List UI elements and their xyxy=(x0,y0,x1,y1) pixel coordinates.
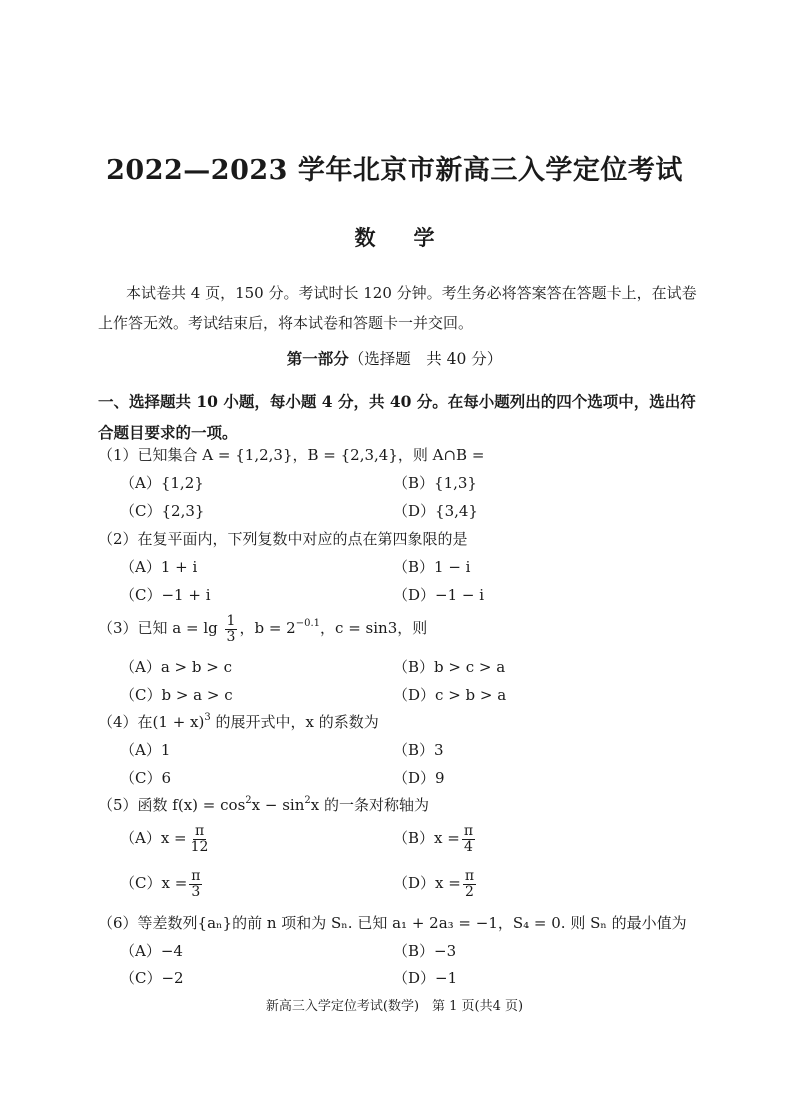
q2-option-d: （D）−1 − i xyxy=(393,586,485,604)
q5-option-d-denominator: 2 xyxy=(464,883,474,900)
q5-option-c xyxy=(120,869,204,899)
q3-option-a: （A）a > b > c xyxy=(120,658,232,676)
q6-option-c: （C）−2 xyxy=(120,969,184,987)
q5-stem-part-c: x 的一条对称轴为 xyxy=(310,796,429,814)
q5-option-c-label: （C）x = xyxy=(120,874,188,893)
q3-fraction xyxy=(225,614,238,644)
q3-stem-part-b: ，b = 2 xyxy=(239,619,296,638)
q5-option-b-label: （B）x = xyxy=(393,829,460,848)
question-5-stem xyxy=(98,794,429,815)
q5-option-a-numerator: π xyxy=(194,823,205,839)
section-instructions: 一、选择题共 10 小题，每小题 4 分，共 40 分。在每小题列出的四个选项中，选出符合题目要求的一项。 xyxy=(98,392,696,442)
q2-option-a: （A）1 + i xyxy=(120,558,198,576)
page-title: 2022—2023 学年北京市新高三入学定位考试 xyxy=(106,155,683,186)
q3-exponent: −0.1 xyxy=(295,618,321,630)
q5-option-b-fraction xyxy=(462,824,475,854)
question-2-stem: （2）在复平面内，下列复数中对应的点在第四象限的是 xyxy=(98,530,468,548)
q5-stem-part-b: x − sin xyxy=(251,796,305,814)
q5-option-d-label: （D）x = xyxy=(393,874,461,893)
q4-stem-part-b: 的展开式中，x 的系数为 xyxy=(210,713,379,731)
q4-option-d: （D）9 xyxy=(393,769,445,787)
q2-option-c: （C）−1 + i xyxy=(120,586,211,604)
part-note: （选择题 共 40 分） xyxy=(348,350,503,368)
q5-option-a-denominator: 12 xyxy=(190,838,209,855)
q5-sup-1: 2 xyxy=(245,795,252,806)
q3-option-b: （B）b > c > a xyxy=(393,658,506,676)
q4-exponent: 3 xyxy=(204,712,211,723)
q5-option-c-fraction xyxy=(189,869,202,899)
q5-sup-2: 2 xyxy=(304,795,311,806)
part-title: 第一部分 xyxy=(286,349,349,368)
question-4-stem xyxy=(98,711,379,732)
q1-option-d: （D）{3,4} xyxy=(393,502,478,520)
q3-stem-part-a: （3）已知 a = lg xyxy=(98,619,218,638)
question-1-stem: （1）已知集合 A = {1,2,3}，B = {2,3,4}，则 A∩B = xyxy=(98,446,485,464)
q3-stem-part-c: ，c = sin3，则 xyxy=(320,619,428,638)
q3-fraction-numerator: 1 xyxy=(226,613,236,629)
q4-option-c: （C）6 xyxy=(120,769,172,787)
subject-heading: 数学 xyxy=(354,225,473,250)
q5-option-a-label: （A）x = xyxy=(120,829,187,848)
q3-option-c: （C）b > a > c xyxy=(120,686,233,704)
q1-option-c: （C）{2,3} xyxy=(120,502,205,520)
q5-option-c-numerator: π xyxy=(191,868,201,884)
q5-stem-part-a: （5）函数 f(x) = cos xyxy=(98,796,246,814)
part-heading xyxy=(0,347,789,369)
question-3-stem xyxy=(98,614,427,644)
q6-option-d: （D）−1 xyxy=(393,969,458,987)
q5-option-d-fraction xyxy=(463,869,476,899)
q2-option-b: （B）1 − i xyxy=(393,558,471,576)
q4-option-a: （A）1 xyxy=(120,741,171,759)
page-footer: 新高三入学定位考试(数学) 第 1 页(共4 页) xyxy=(265,999,524,1014)
exam-instructions: 本试卷共 4 页，150 分。考试时长 120 分钟。考生务必将答案答在答题卡上，在试卷上作答无效。考试结束后，将本试卷和答题卡一并交回。 xyxy=(98,284,697,332)
q6-option-b: （B）−3 xyxy=(393,942,457,960)
q5-option-c-denominator: 3 xyxy=(191,883,201,900)
q3-option-d: （D）c > b > a xyxy=(393,686,507,704)
q5-option-a-fraction xyxy=(189,824,211,854)
q1-option-b: （B）{1,3} xyxy=(393,474,477,492)
q4-option-b: （B）3 xyxy=(393,741,444,759)
q5-option-b-denominator: 4 xyxy=(463,838,473,855)
q5-option-b-numerator: π xyxy=(463,823,474,839)
q3-fraction-denominator: 3 xyxy=(226,628,236,645)
q5-option-d-numerator: π xyxy=(464,868,475,884)
q5-option-b xyxy=(393,824,477,854)
question-6-stem: （6）等差数列{aₙ}的前 n 项和为 Sₙ. 已知 a₁ + 2a₃ = −1，S₄ = 0. 则 Sₙ 的最小值为 xyxy=(98,914,687,932)
q1-option-a: （A）{1,2} xyxy=(120,474,204,492)
q4-stem-part-a: （4）在(1 + x) xyxy=(98,713,205,731)
q6-option-a: （A）−4 xyxy=(120,942,183,960)
q5-option-d xyxy=(393,869,478,899)
q5-option-a xyxy=(120,824,212,854)
